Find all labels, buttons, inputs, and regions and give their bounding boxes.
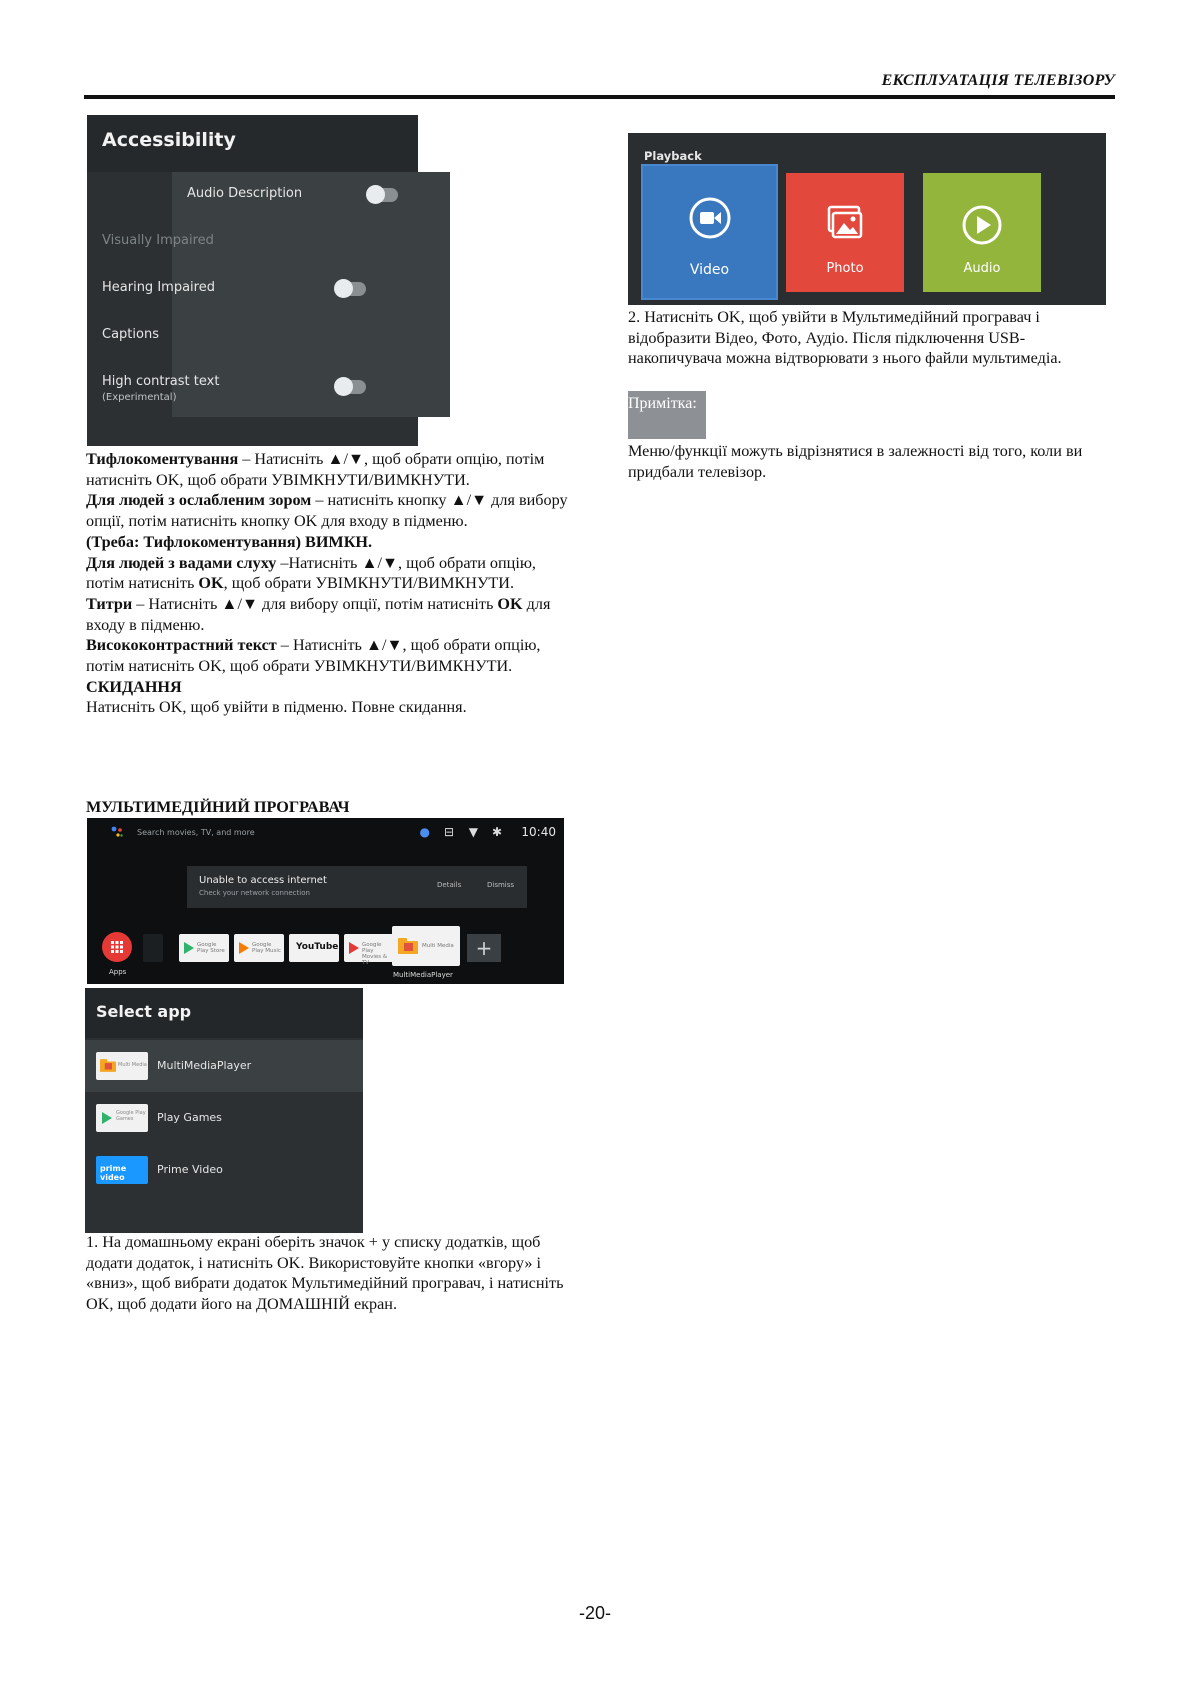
step-2-text: 2. Натисніть OK, щоб увійти в Мультимедійний програвач і відобразити Відео, Фото, Аудіо. Після підключення USB-накопичувача можна відтворювати з нього файли мультимедіа.: [628, 308, 1062, 368]
gear-icon[interactable]: ✱: [491, 825, 502, 839]
banner-subtitle: Check your network connection: [199, 889, 310, 897]
toggle-switch[interactable]: [336, 282, 366, 296]
accessibility-screenshot: [87, 115, 418, 446]
play-music-icon: [239, 942, 249, 954]
wifi-icon[interactable]: ▼: [468, 825, 478, 839]
tile-label: Audio: [963, 261, 1001, 276]
clock: 10:40: [521, 825, 556, 839]
app-name: MultiMediaPlayer: [157, 1059, 252, 1072]
dismiss-button[interactable]: Dismiss: [487, 881, 515, 889]
select-app-title: Select app: [96, 1002, 192, 1021]
header-rule: [84, 95, 1115, 99]
accessibility-description: [86, 449, 576, 718]
accessibility-header: [87, 115, 418, 172]
app-thumbnail: [96, 1156, 148, 1184]
app-card-youtube[interactable]: [289, 934, 339, 962]
app-name: Play Games: [157, 1111, 222, 1124]
paragraph: Тифлокоментування – Натисніть ▲/▼, щоб обрати опцію, потім натисніть OK, щоб обрати УВІМКНУТИ/ВИМКНУТИ.: [86, 450, 545, 489]
tile-label: Photo: [826, 261, 864, 276]
selected-app-label: MultiMediaPlayer: [393, 971, 453, 979]
add-app-button[interactable]: +: [467, 934, 501, 962]
select-app-header: [85, 988, 363, 1038]
youtube-logo: YouTube: [296, 942, 339, 952]
select-app-screenshot: [85, 988, 363, 1233]
menu-item-visually-impaired[interactable]: [87, 219, 418, 266]
toggle-switch[interactable]: [336, 380, 366, 394]
section-title: МУЛЬТИМЕДІЙНИЙ ПРОГРАВАЧ: [86, 798, 350, 816]
app-name: Prime Video: [157, 1163, 223, 1176]
folder-icon: [100, 1059, 116, 1072]
grid-icon: [102, 932, 132, 962]
input-source-icon[interactable]: ⊟: [443, 825, 454, 839]
paragraph: Для людей з ослабленим зором – натисніть кнопку ▲/▼ для вибору опції, потім натисніть кнопку OK для входу в підменю.: [86, 491, 568, 531]
paragraph: (Треба: Тифлокоментування) ВИМКН.: [86, 532, 373, 551]
accessibility-title: Accessibility: [102, 129, 236, 151]
toggle-switch[interactable]: [368, 188, 398, 202]
menu-item-high-contrast-text[interactable]: [87, 360, 418, 420]
search-input[interactable]: Search movies, TV, and more: [137, 828, 255, 837]
step-1-text: 1. На домашньому екрані оберіть значок + у списку додатків, щоб додати додаток, і натисніть OK. Використовуйте кнопки «вгору» і «вниз», щоб вибрати додаток Мультимедійний програвач, і натисніть OK, щоб додати його на ДОМАШНІЙ екран.: [86, 1233, 564, 1314]
note-label: Примітка:: [628, 395, 697, 412]
note-text: Меню/функції можуть відрізнятися в залежності від того, коли ви придбали телевізор.: [628, 442, 1083, 481]
menu-item-label: Visually Impaired: [102, 233, 214, 248]
playback-title: Playback: [644, 149, 702, 163]
menu-item-label: Audio Description: [187, 186, 303, 201]
menu-item-label: Hearing Impaired: [102, 280, 215, 295]
playback-screenshot: [628, 133, 1106, 305]
apps-button[interactable]: [102, 932, 132, 962]
google-assistant-icon: [111, 826, 123, 838]
paragraph: Натисніть OK, щоб увійти в підменю. Повне скидання.: [86, 698, 467, 717]
video-tile[interactable]: [643, 166, 776, 298]
tile-label: Video: [689, 262, 730, 278]
list-item-multimediaplayer[interactable]: [85, 1040, 363, 1092]
paragraph: Висококонтрастний текст – Натисніть ▲/▼, щоб обрати опцію, потім натисніть OK, щоб обрати УВІМКНУТИ/ВИМКНУТИ.: [86, 636, 541, 676]
page-number: -20-: [578, 1603, 611, 1623]
folder-icon: [398, 938, 418, 954]
menu-item-hearing-impaired[interactable]: [87, 266, 418, 313]
app-card-play-store[interactable]: Google Play Store: [179, 934, 229, 962]
paragraph: Для людей з вадами слуху –Натисніть ▲/▼, щоб обрати опцію, потім натисніть OK, щоб обрати УВІМКНУТИ/ВИМКНУТИ.: [86, 553, 536, 593]
app-card-multimedia[interactable]: Multi Media: [392, 926, 460, 966]
menu-item-captions[interactable]: [87, 313, 418, 360]
prime-video-logo: prime video: [100, 1164, 127, 1182]
app-thumbnail: Google Play Games: [96, 1104, 148, 1132]
paragraph: Титри – Натисніть ▲/▼ для вибору опції, потім натисніть OK для входу в підменю.: [86, 594, 551, 634]
paragraph: СКИДАННЯ: [86, 677, 182, 696]
play-store-icon: [184, 942, 194, 954]
home-screen-screenshot: [87, 818, 564, 984]
info-icon[interactable]: ●: [419, 825, 430, 839]
photo-icon: [823, 203, 867, 243]
play-games-icon: [102, 1112, 112, 1124]
photo-tile[interactable]: [786, 173, 904, 292]
list-item-play-games[interactable]: [85, 1092, 363, 1144]
play-circle-icon: [960, 203, 1004, 247]
video-camera-icon: [688, 196, 732, 240]
audio-tile[interactable]: [923, 173, 1041, 292]
apps-label: Apps: [109, 968, 127, 976]
details-button[interactable]: Details: [437, 881, 462, 889]
app-card-partial[interactable]: [143, 934, 163, 962]
play-movies-icon: [349, 942, 359, 954]
note-label-box: [628, 391, 706, 439]
menu-item-label: High contrast text: [102, 374, 220, 389]
app-thumbnail: Multi Media: [96, 1052, 148, 1080]
header-title: ЕКСПЛУАТАЦІЯ ТЕЛЕВІЗОРУ: [881, 72, 1115, 89]
menu-item-sublabel: (Experimental): [102, 392, 177, 403]
banner-title: Unable to access internet: [199, 875, 327, 886]
notification-banner: [187, 866, 527, 908]
app-card-play-music[interactable]: Google Play Music: [234, 934, 284, 962]
menu-item-label: Captions: [102, 327, 159, 342]
app-card-play-movies[interactable]: Google Play Movies & TV: [344, 934, 394, 962]
list-item-prime-video[interactable]: [85, 1144, 363, 1196]
